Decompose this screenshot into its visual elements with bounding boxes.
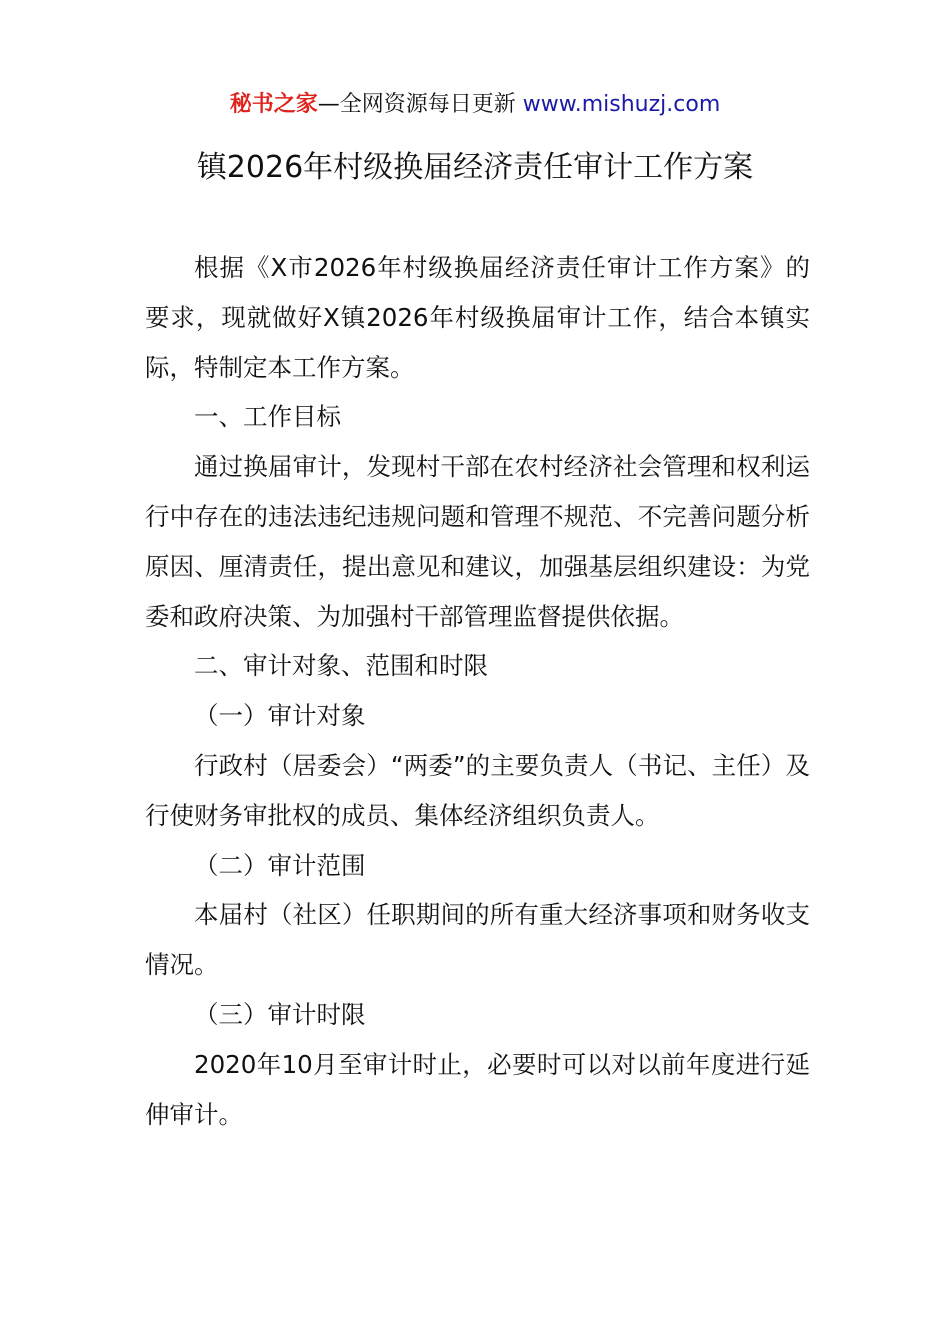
subheading-audit-object: （一）审计对象 (194, 701, 366, 731)
brand-name: 秘书之家 (229, 92, 318, 117)
paragraph-work-goal: 通过换届审计，发现村干部在农村经济社会管理和权利运行中存在的违法违纪违规问题和管理不规范、不完善问题分析原因、厘清责任，提出意见和建议，加强基层组织建设：为党委和政府决策、为加强村干部管理监督提供依据。 (145, 452, 810, 631)
site-header (0, 88, 950, 122)
paragraph-audit-object: 行政村（居委会）“两委”的主要负责人（书记、主任）及行使财务审批权的成员、集体经济组织负责人。 (145, 750, 810, 830)
document-title: 镇2026年村级换届经济责任审计工作方案 (196, 150, 754, 185)
subheading-audit-range: （二）审计范围 (194, 850, 366, 880)
heading-work-goal: 一、工作目标 (194, 402, 341, 432)
paragraph-audit-period: 2020年10月至审计时止，必要时可以对以前年度进行延伸审计。 (145, 1049, 810, 1129)
document-body (145, 243, 810, 1139)
heading-audit-scope: 二、审计对象、范围和时限 (194, 651, 488, 681)
paragraph-intro: 根据《X市2026年村级换届经济责任审计工作方案》的要求，现就做好X镇2026年村级换届审计工作，结合本镇实际，特制定本工作方案。 (145, 253, 810, 382)
header-tagline: —全网资源每日更新 (317, 92, 516, 117)
site-url-link[interactable]: www.mishuzj.com (522, 92, 721, 117)
paragraph-audit-range: 本届村（社区）任职期间的所有重大经济事项和财务收支情况。 (145, 900, 810, 980)
subheading-audit-period: （三）审计时限 (194, 999, 366, 1029)
